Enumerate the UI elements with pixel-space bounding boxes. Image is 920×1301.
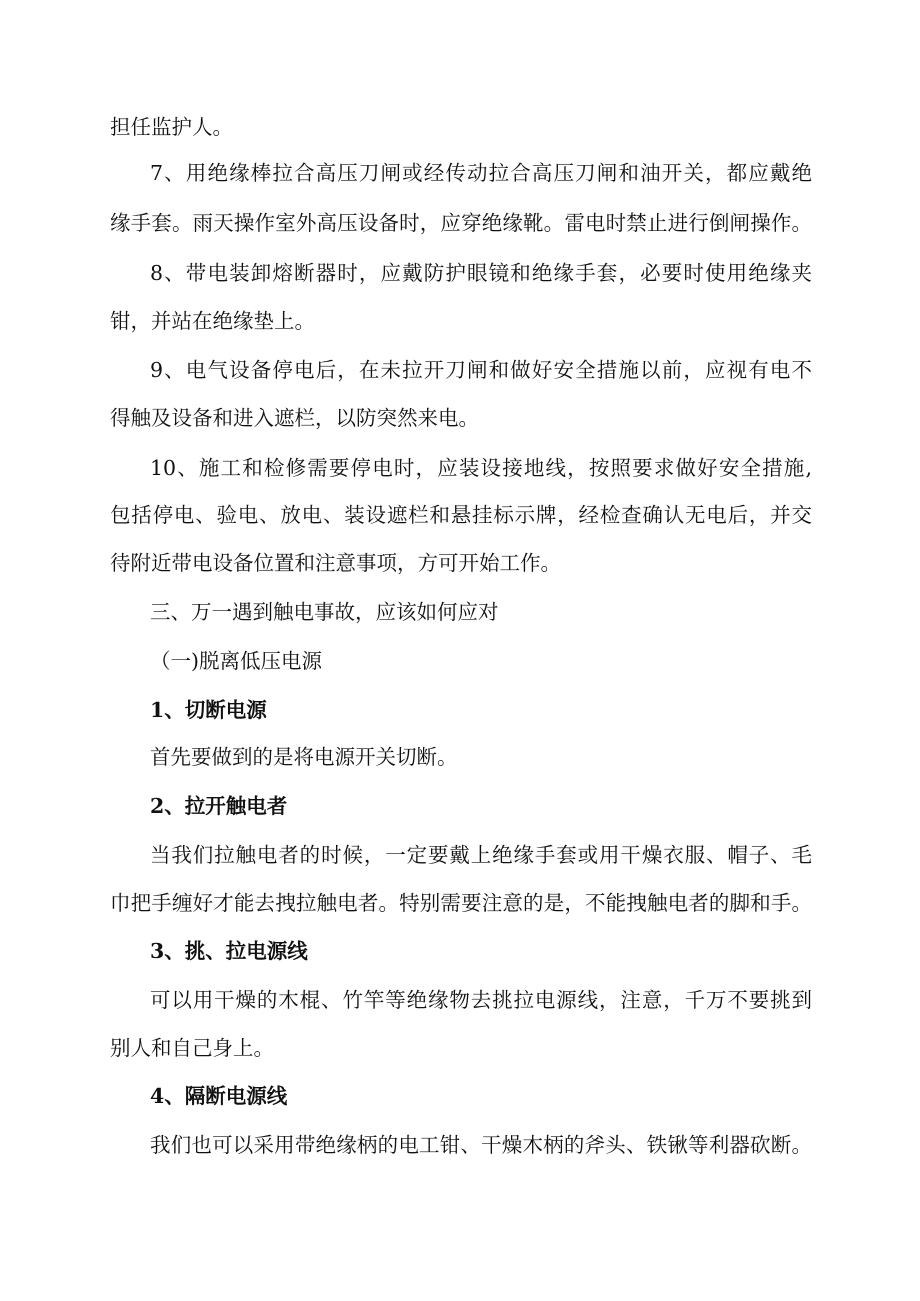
paragraph-line: 待附近带电设备位置和注意事项，方可开始工作。 — [110, 551, 561, 575]
paragraph-line: 担任监护人。 — [110, 115, 233, 139]
paragraph-line: 巾把手缠好才能去拽拉触电者。特别需要注意的是，不能拽触电者的脚和手。 — [110, 891, 812, 915]
paragraph-line: 9、电气设备停电后，在未拉开刀闸和做好安全措施以前，应视有电不 — [150, 358, 812, 382]
subsection-heading: （一)脱离低压电源 — [150, 649, 322, 673]
item-heading: 1、切断电源 — [150, 698, 267, 722]
paragraph-line: 钳，并站在绝缘垫上。 — [110, 309, 315, 333]
paragraph-line: 10、施工和检修需要停电时，应装设接地线，按照要求做好安全措施, — [150, 456, 812, 480]
paragraph-line: 7、用绝缘棒拉合高压刀闸或经传动拉合高压刀闸和油开关，都应戴绝 — [150, 161, 812, 185]
paragraph-line: 可以用干燥的木棍、竹竿等绝缘物去挑拉电源线，注意，千万不要挑到 — [150, 988, 812, 1012]
item-heading: 3、挑、拉电源线 — [150, 939, 308, 963]
item-heading: 2、拉开触电者 — [150, 794, 288, 818]
paragraph-line: 首先要做到的是将电源开关切断。 — [150, 745, 458, 769]
paragraph-line: 我们也可以采用带绝缘柄的电工钳、干燥木柄的斧头、铁锹等利器砍断。 — [150, 1133, 812, 1157]
section-heading: 三、万一遇到触电事故，应该如何应对 — [150, 600, 499, 624]
paragraph-line: 包括停电、验电、放电、装设遮栏和悬挂标示牌，经检查确认无电后，并交 — [110, 503, 812, 527]
paragraph-line: 缘手套。雨天操作室外高压设备时，应穿绝缘靴。雷电时禁止进行倒闸操作。 — [110, 211, 812, 235]
item-heading: 4、隔断电源线 — [150, 1084, 288, 1108]
paragraph-line: 8、带电装卸熔断器时，应戴防护眼镜和绝缘手套，必要时使用绝缘夹 — [150, 261, 812, 285]
paragraph-line: 别人和自己身上。 — [110, 1036, 274, 1060]
paragraph-line: 得触及设备和进入遮栏，以防突然来电。 — [110, 406, 479, 430]
paragraph-line: 当我们拉触电者的时候，一定要戴上绝缘手套或用干燥衣服、帽子、毛 — [150, 843, 812, 867]
